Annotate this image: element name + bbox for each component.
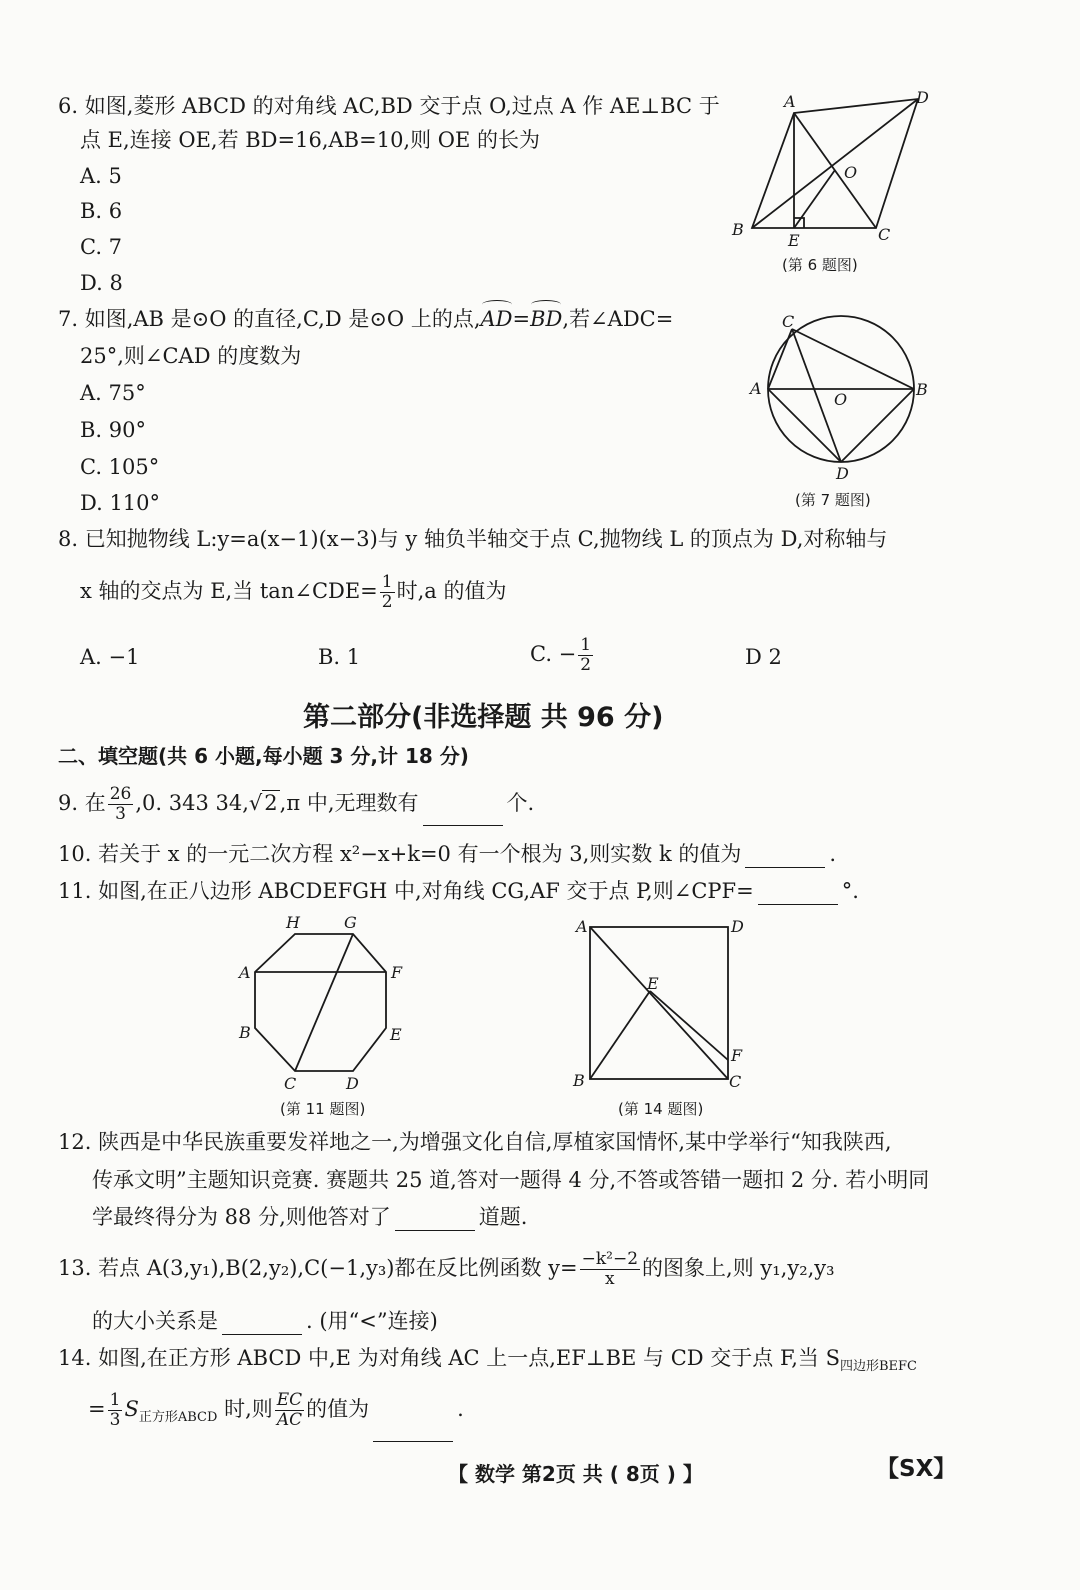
q9-end: 个. bbox=[506, 791, 535, 815]
q9-prefix: 9. 在 bbox=[58, 791, 106, 815]
q6-line2: 点 E,连接 OE,若 BD=16,AB=10,则 OE 的长为 bbox=[80, 128, 540, 152]
q14-frac2 bbox=[275, 1391, 304, 1430]
q8-optc-fraction bbox=[578, 636, 593, 675]
q8-option-d: D 2 bbox=[745, 645, 782, 669]
q13-frac-num: −k²−2 bbox=[581, 1249, 639, 1269]
q7-caption: (第 7 题图) bbox=[795, 491, 871, 509]
label-d: D bbox=[836, 464, 849, 483]
q11-line bbox=[58, 877, 859, 905]
q7-option-c: C. 105° bbox=[80, 455, 160, 479]
label-d: D bbox=[916, 88, 929, 107]
q7-line1 bbox=[58, 305, 673, 333]
q9-frac-num: 26 bbox=[109, 784, 132, 804]
chord-bd bbox=[841, 389, 914, 462]
q6-caption: (第 6 题图) bbox=[782, 256, 858, 274]
q11-figure bbox=[230, 908, 420, 1098]
q13-prefix: 13. 若点 A(3,y₁),B(2,y₂),C(−1,y₃)都在反比例函数 y= bbox=[58, 1256, 578, 1280]
page-footer: 【 数学 第2页 共 ( 8页 ) 】 bbox=[448, 1462, 703, 1486]
q14-eq: = bbox=[88, 1397, 106, 1421]
q12-line3 bbox=[92, 1203, 527, 1231]
chord-ad bbox=[768, 389, 841, 462]
section2-title: 二、填空题(共 6 小题,每小题 3 分,计 18 分) bbox=[58, 744, 469, 768]
q7-option-b: B. 90° bbox=[80, 418, 147, 442]
q13-line1 bbox=[58, 1245, 835, 1291]
q7-line1-part2: ,若∠ADC= bbox=[562, 307, 674, 331]
q14-frac2-den: AC bbox=[276, 1410, 303, 1430]
diagonal-ac bbox=[590, 927, 728, 1079]
q8-fraction bbox=[380, 573, 395, 612]
q14-caption: (第 14 题图) bbox=[618, 1100, 704, 1118]
segment-be bbox=[590, 991, 650, 1079]
q11-answer-blank[interactable] bbox=[758, 884, 838, 905]
q7-option-a: A. 75° bbox=[80, 381, 146, 405]
label-d: D bbox=[731, 917, 744, 936]
label-g: G bbox=[344, 913, 357, 932]
label-h: H bbox=[286, 913, 300, 932]
q13-answer-blank[interactable] bbox=[222, 1314, 302, 1335]
label-c: C bbox=[284, 1074, 297, 1093]
q14-end2: . bbox=[457, 1397, 464, 1421]
q11-caption: (第 11 题图) bbox=[280, 1100, 366, 1118]
q8-option-a: A. −1 bbox=[80, 645, 140, 669]
q8-optc-prefix: C. − bbox=[530, 642, 577, 666]
label-e: E bbox=[390, 1025, 402, 1044]
q6-line1: 6. 如图,菱形 ABCD 的对角线 AC,BD 交于点 O,过点 A 作 AE⊥BC 于 bbox=[58, 94, 720, 118]
q8-line1: 8. 已知抛物线 L:y=a(x−1)(x−3)与 y 轴负半轴交于点 C,抛物线 L 的顶点为 D,对称轴与 bbox=[58, 527, 888, 551]
q12-line2: 传承文明”主题知识竞赛. 赛题共 25 道,答对一题得 4 分,不答或答错一题扣 2 分. 若小明同 bbox=[92, 1168, 930, 1192]
q11-end: °. bbox=[841, 879, 859, 903]
label-c: C bbox=[729, 1072, 742, 1091]
diagonal-bd bbox=[752, 99, 918, 228]
label-a: A bbox=[750, 379, 762, 398]
q13-line2-b: . (用“<”连接) bbox=[306, 1309, 438, 1333]
q8-frac-num: 1 bbox=[381, 572, 393, 592]
q14-line1 bbox=[58, 1344, 917, 1381]
arc-ad: AD bbox=[480, 307, 513, 331]
q10-answer-blank[interactable] bbox=[745, 847, 825, 868]
q13-frac-den: x bbox=[605, 1269, 615, 1289]
chord-ca bbox=[768, 329, 792, 389]
q9-answer-blank[interactable] bbox=[423, 805, 503, 826]
q14-end: 的值为 bbox=[306, 1397, 370, 1421]
q11-text: 11. 如图,在正八边形 ABCDEFGH 中,对角线 CG,AF 交于点 P,则∠CPF= bbox=[58, 879, 754, 903]
q13-suffix: 的图象上,则 y₁,y₂,y₃ bbox=[642, 1256, 835, 1280]
q7-option-d: D. 110° bbox=[80, 491, 161, 515]
label-c: C bbox=[782, 312, 795, 331]
q13-fraction bbox=[580, 1250, 640, 1289]
q12-line3-b: 道题. bbox=[478, 1205, 528, 1229]
label-f: F bbox=[731, 1046, 743, 1065]
q14-sub2: 正方形ABCD bbox=[138, 1410, 218, 1426]
label-a: A bbox=[576, 917, 588, 936]
q8-frac-den: 2 bbox=[381, 592, 393, 612]
q8-optc-den: 2 bbox=[580, 655, 592, 675]
label-b: B bbox=[732, 220, 744, 239]
q7-figure bbox=[740, 305, 940, 485]
q7-eq: = bbox=[512, 307, 531, 331]
label-b: B bbox=[916, 380, 928, 399]
q6-option-a: A. 5 bbox=[80, 164, 122, 188]
q9-line bbox=[58, 780, 534, 826]
label-b: B bbox=[573, 1071, 585, 1090]
q8-optc-num: 1 bbox=[580, 635, 592, 655]
label-o: O bbox=[844, 163, 858, 182]
q14-line1-text: 14. 如图,在正方形 ABCD 中,E 为对角线 AC 上一点,EF⊥BE 与 CD 交于点 F,当 S bbox=[58, 1346, 840, 1370]
segment-ef bbox=[650, 991, 728, 1060]
label-a: A bbox=[784, 92, 796, 111]
arc-bd: BD bbox=[530, 307, 563, 331]
label-o: O bbox=[834, 390, 848, 409]
q9-mid: ,0. 343 34,√ bbox=[135, 791, 263, 815]
q12-line3-a: 学最终得分为 88 分,则他答对了 bbox=[92, 1205, 391, 1229]
q9-frac-den: 3 bbox=[115, 804, 126, 824]
q6-option-d: D. 8 bbox=[80, 271, 123, 295]
label-e: E bbox=[647, 974, 659, 993]
q14-mid: 时,则 bbox=[217, 1397, 273, 1421]
q8-option-b: B. 1 bbox=[318, 645, 361, 669]
q8-line2 bbox=[80, 570, 507, 612]
q13-line2 bbox=[92, 1307, 438, 1335]
q9-suffix: ,π 中,无理数有 bbox=[279, 791, 419, 815]
q10-text: 10. 若关于 x 的一元二次方程 x²−x+k=0 有一个根为 3,则实数 k 的值为 bbox=[58, 842, 742, 866]
paper-code: 【SX】 bbox=[876, 1456, 957, 1482]
q9-fraction bbox=[108, 785, 134, 824]
diagonal-cg bbox=[295, 934, 353, 1071]
q10-line bbox=[58, 840, 836, 868]
label-d: D bbox=[346, 1074, 359, 1093]
q9-radicand: 2 bbox=[264, 791, 278, 815]
q6-figure bbox=[720, 85, 950, 255]
q14-frac1-den: 3 bbox=[109, 1410, 121, 1430]
q12-answer-blank[interactable] bbox=[395, 1210, 475, 1231]
q6-option-c: C. 7 bbox=[80, 235, 123, 259]
q8-line2-a: x 轴的交点为 E,当 tan∠CDE= bbox=[80, 579, 378, 603]
q14-figure bbox=[565, 912, 765, 1092]
label-b: B bbox=[239, 1023, 251, 1042]
q8-line2-b: 时,a 的值为 bbox=[396, 579, 507, 603]
octagon-abcdefgh bbox=[255, 934, 386, 1071]
label-f: F bbox=[391, 963, 403, 982]
q14-s2: S bbox=[124, 1397, 139, 1421]
label-a: A bbox=[239, 963, 251, 982]
q14-frac1-num: 1 bbox=[109, 1390, 121, 1410]
q6-option-b: B. 6 bbox=[80, 199, 123, 223]
part2-title: 第二部分(非选择题 共 96 分) bbox=[303, 702, 664, 733]
q7-line2: 25°,则∠CAD 的度数为 bbox=[80, 344, 302, 368]
q14-frac1 bbox=[108, 1391, 123, 1430]
q8-option-c bbox=[530, 633, 595, 675]
q14-line2 bbox=[88, 1385, 464, 1442]
label-e: E bbox=[788, 231, 800, 250]
q12-line1: 12. 陕西是中华民族重要发祥地之一,为增强文化自信,厚植家国情怀,某中学举行“知我陕西, bbox=[58, 1130, 892, 1154]
q14-frac2-num: EC bbox=[276, 1390, 303, 1410]
q10-end: . bbox=[829, 842, 837, 866]
q7-line1-part1: 7. 如图,AB 是⊙O 的直径,C,D 是⊙O 上的点, bbox=[58, 307, 481, 331]
q13-line2-a: 的大小关系是 bbox=[92, 1309, 218, 1333]
q14-sub1: 四边形BEFC bbox=[839, 1359, 917, 1375]
q14-answer-blank[interactable] bbox=[373, 1421, 453, 1442]
label-c: C bbox=[878, 225, 891, 244]
